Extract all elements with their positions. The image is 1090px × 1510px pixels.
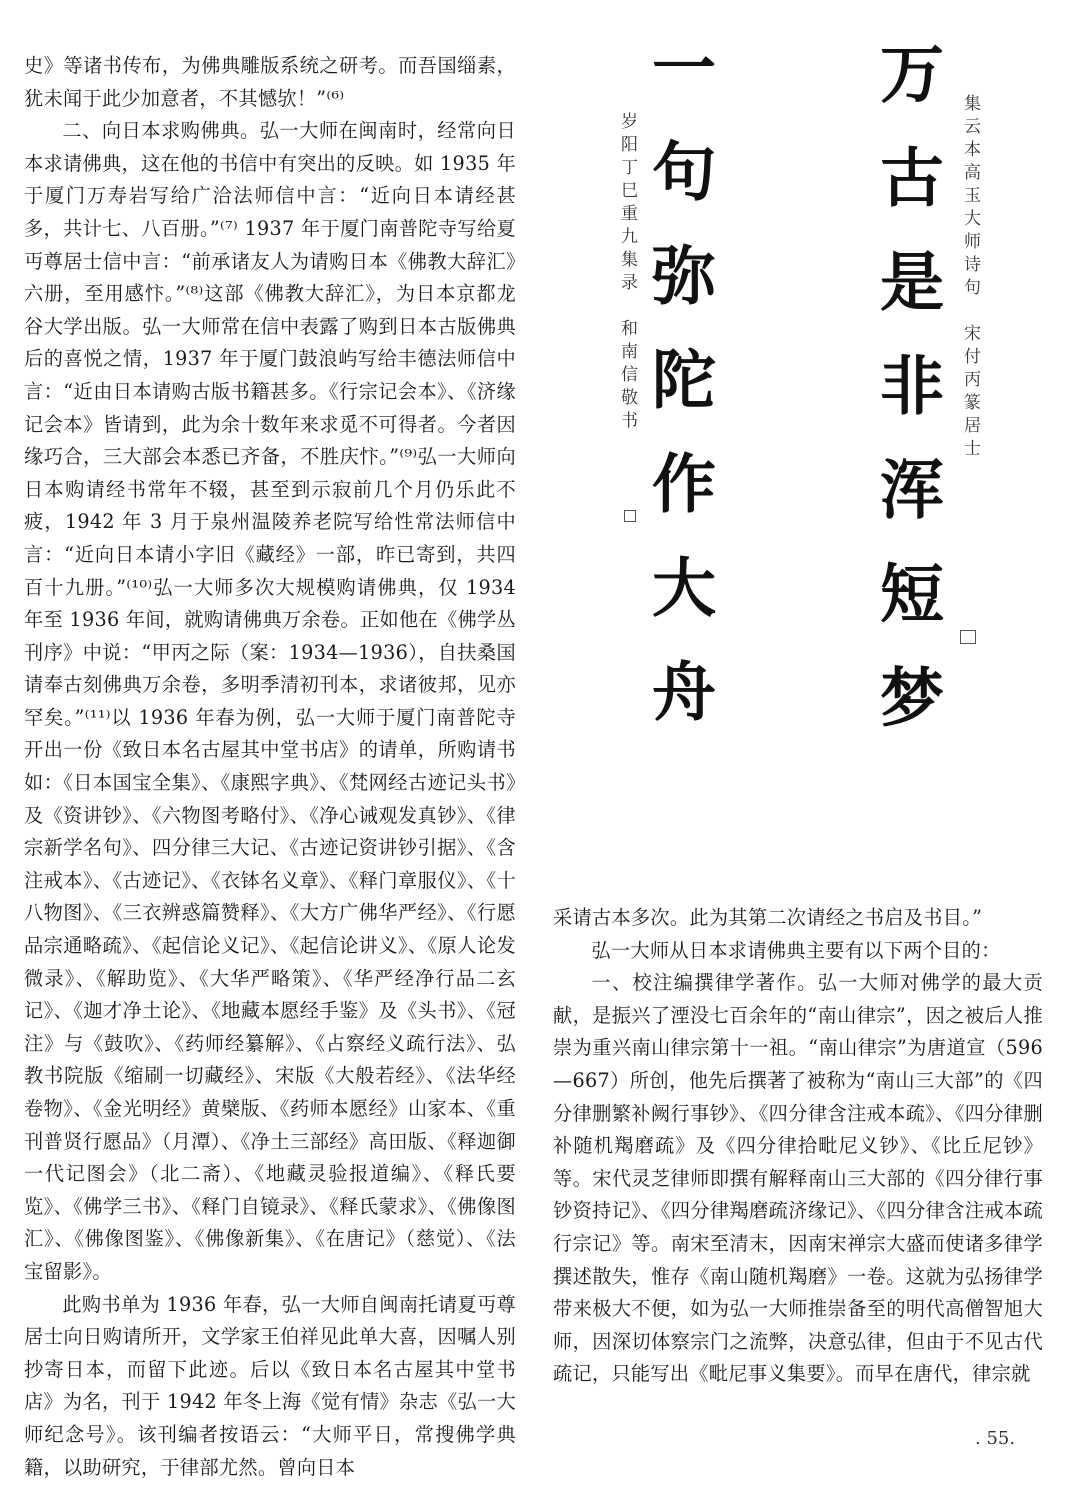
paragraph: 此购书单为 1936 年春，弘一大师自闽南托请夏丏尊居士向日购请所开，文学家王伯祥见此单大喜，因嘱人别抄寄日本，而留下此迹。后以《致日本名古屋其中堂书店》为名，刊于 1942 年冬上海《觉有情》杂志《弘一大师纪念号》。该刊编者按语云：“大师平日，常搜佛学典籍，以助研究，于律部尤然。曾向日本 [24, 1292, 516, 1479]
calligraphy-inscription: 岁阳丁巳重九集录 和南信敬书 [617, 112, 637, 434]
right-text-column [553, 902, 1043, 1391]
page-number: . 55. [975, 1428, 1016, 1449]
paragraph: 一、校注编撰律学著作。弘一大师对佛学的最大贡献，是振兴了湮没七百余年的“南山律宗”，因之被后人推崇为重兴南山律宗第十一祖。“南山律宗”为唐道宣（596—667）所创，他先后撰著了被称为“南山三大部”的《四分律删繁补阙行事钞》、《四分律含注戒本疏》、《四分律删补随机羯磨疏》及《四分律拾毗尼义钞》、《比丘尼钞》等。宋代灵芝律师即撰有解释南山三大部的《四分律行事钞资持记》、《四分律羯磨疏济缘记》、《四分律含注戒本疏行宗记》等。南宋至清末，因南宋禅宗大盛而使诸多律学撰述散失，惟存《南山随机羯磨》一卷。这就为弘扬律学带来极大不便，如为弘一大师推崇备至的明代高僧智旭大师，因深切体察宗门之流弊，决意弘律，但由于不见古代疏记，只能写出《毗尼事义集要》。而早在唐代，律宗就 [553, 971, 1043, 1386]
calligraphy-couplet [560, 20, 1060, 900]
paragraph: 二、向日本求购佛典。弘一大师在闽南时，经常向日本求请佛典，这在他的书信中有突出的反映。如 1935 年于厦门万寿岩写给广洽法师信中言：“近向日本请经甚多，共计七、八百册。”⁽⁷⁾ 1937 年于厦门南普陀寺写给夏丏尊居士信中言：“前承诸友人为请购日本《佛教大辞汇》六册，至用感忭。”⁽⁸⁾这部《佛教大辞汇》，为日本京都龙谷大学出版。弘一大师常在信中表露了购到日本古版佛典后的喜悦之情，1937 年于厦门鼓浪屿写给丰德法师信中言：“近由日本请购古版书籍甚多。《行宗记会本》、《济缘记会本》皆请到，此为余十数年来求觅不可得者。今者因缘巧合，三大部会本悉已齐备，不胜庆忭。”⁽⁹⁾弘一大师向日本购请经书常年不辍，甚至到示寂前几个月仍乐此不疲，1942 年 3 月于泉州温陵养老院写给性常法师信中言：“近向日本请小字旧《藏经》一部，昨已寄到，共四百十九册。”⁽¹⁰⁾弘一大师多次大规模购请佛典，仅 1934 年至 1936 年间，就购请佛典万余卷。正如他在《佛学丛刊序》中说：“甲丙之际（案：1934—1936），自扶桑国请奉古刻佛典万余卷，多明季清初刊本，求诸彼邦，见亦罕矣。”⁽¹¹⁾以 1936 年春为例，弘一大师于厦门南普陀寺开出一份《致日本名古屋其中堂书店》的请单，所购请书如：《日本国宝全集》、《康熙字典》、《梵网经古迹记头书》及《资讲钞》、《六物图考略付》、《净心诫观发真钞》、《律宗新学名句》、四分律三大记、《古迹记资讲钞引据》、《含注戒本》、《古迹记》、《衣钵名义章》、《释门章服仪》、《十八物图》、《三衣辨惑篇赞释》、《大方广佛华严经》、《行愿品宗通略疏》、《起信论义记》、《起信论讲义》、《原人论发微录》、《解助览》、《大华严略策》、《华严经净行品二玄记》、《迦才净土论》、《地藏本愿经手鉴》及《头书》、《冠注》与《鼓吹》、《药师经纂解》、《占察经义疏行法》、弘教书院版《缩刷一切藏经》、宋版《大般若经》、《法华经卷物》、《金光明经》黄檗版、《药师本愿经》山家本、《重刊普贤行愿品》（月潭）、《净土三部经》高田版、《释迦御一代记图会》（北二斋）、《地藏灵验报道编》、《释氏要览》、《佛学三书》、《释门自镜录》、《释氏蒙求》、《佛像图汇》、《佛像图鉴》、《佛像新集》、《在唐记》（慈觉）、《法宝留影》。 [24, 119, 516, 1283]
paragraph: 弘一大师从日本求请佛典主要有以下两个目的： [591, 938, 1001, 962]
paragraph: 采请古本多次。此为其第二次请经之书启及书目。” [553, 906, 983, 929]
paragraph: 史》等诸书传布，为佛典雕版系统之研考。而吾国缁素，犹未闻于此少加意者，不其憾欤！”⁽⁶⁾ [24, 54, 516, 110]
calligraphy-inscription: 集云本高玉大师诗句 宋付丙篆居士 [960, 94, 980, 462]
left-text-column [24, 50, 516, 1484]
calligraphy-line: 一句弥陀作大舟 [641, 34, 715, 762]
seal-stamp [960, 630, 976, 644]
calligraphy-line: 万古是非浑短梦 [869, 40, 943, 768]
seal-stamp [624, 510, 636, 522]
